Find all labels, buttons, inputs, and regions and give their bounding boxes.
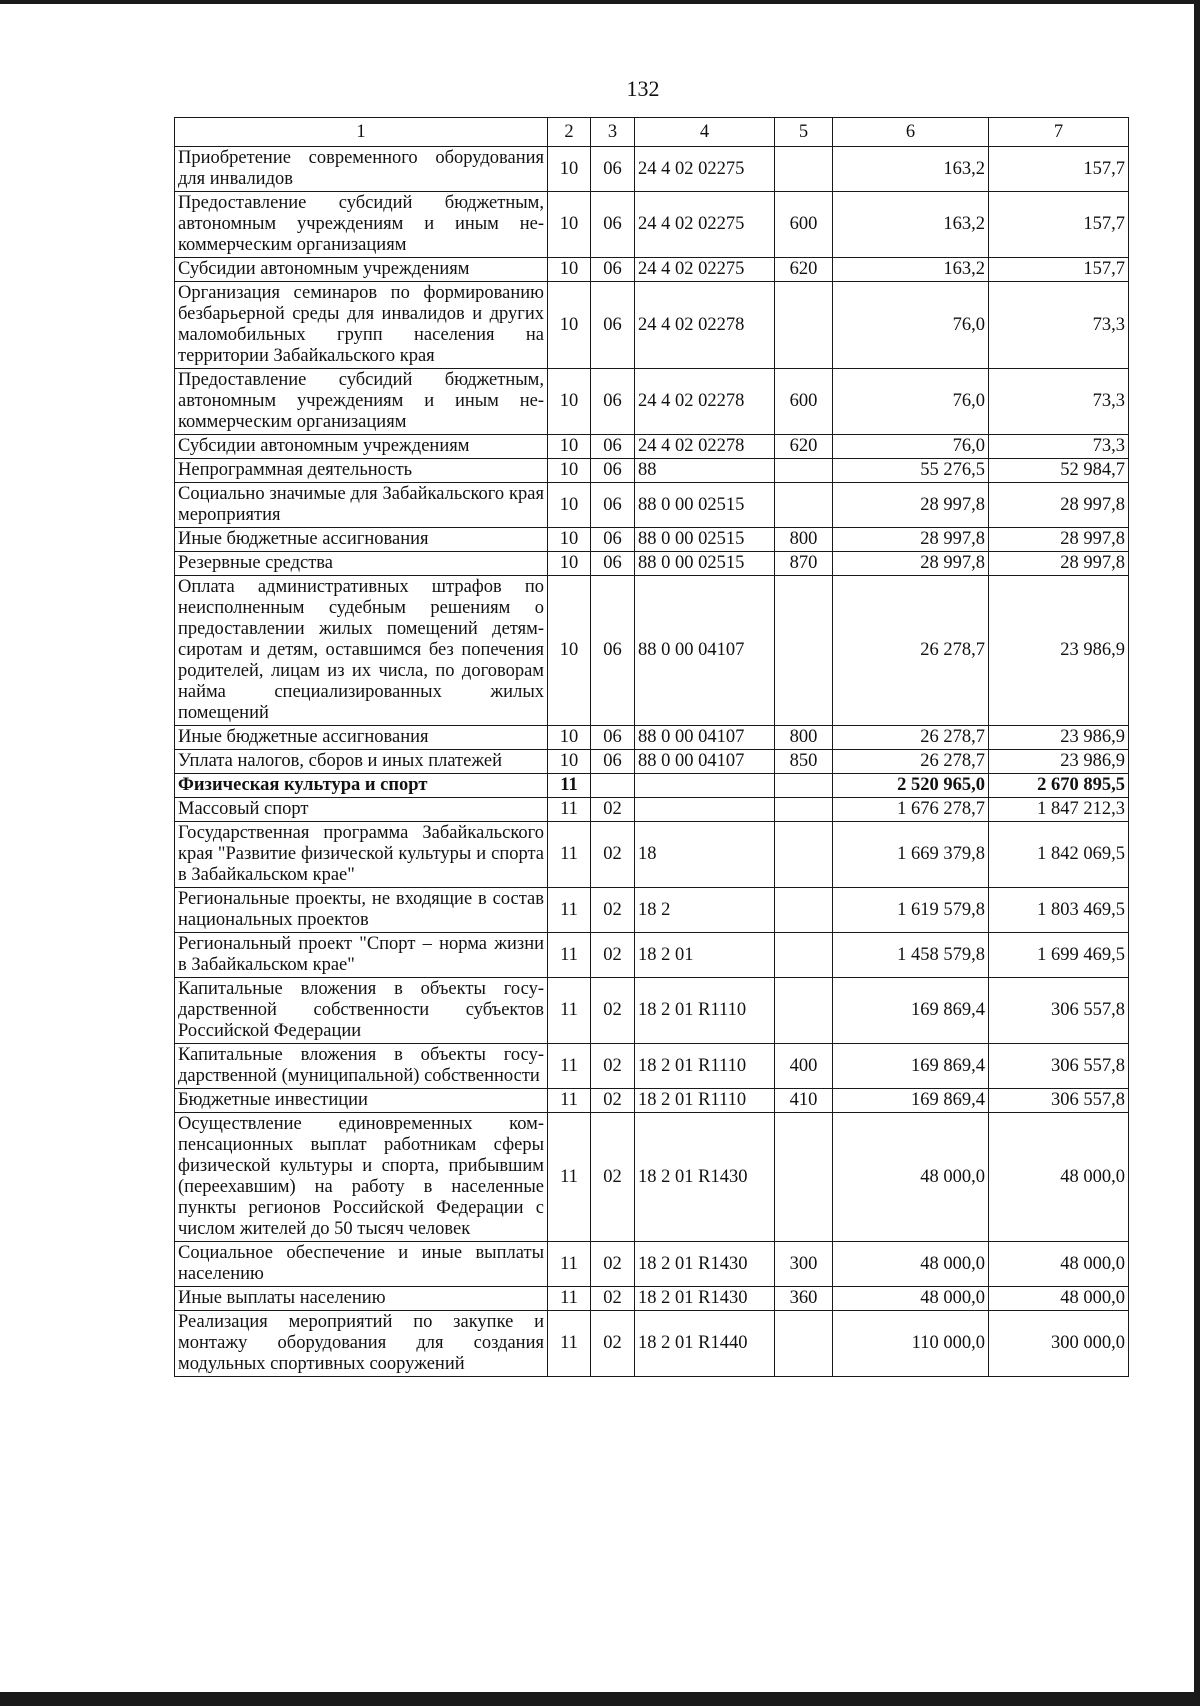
row-subsection: 06 [591,528,635,552]
row-name: Предоставление субсидий бюджетным, автономным учреждениям и иным некоммерческим организациям [175,369,548,435]
row-name: Оплата административных штрафов по неисполненным судебным решениям о предоставлении жилых помещений детям-сиротам и детям, оставшимся без попечения родителей, лицам из их числа, по договорам найма специализированных жилых помещений [175,576,548,726]
row-amount-col6: 48 000,0 [833,1242,989,1287]
row-section: 11 [548,1311,591,1377]
row-amount-col6: 110 000,0 [833,1311,989,1377]
row-amount-col6: 169 869,4 [833,1089,989,1113]
row-subsection: 06 [591,435,635,459]
row-amount-col7: 306 557,8 [989,1044,1129,1089]
row-target-article: 88 0 00 02515 [635,552,775,576]
row-amount-col7: 1 803 469,5 [989,888,1129,933]
header-col-6: 6 [833,118,989,147]
row-amount-col7: 1 847 212,3 [989,798,1129,822]
row-target-article: 88 0 00 02515 [635,528,775,552]
row-target-article: 24 4 02 02278 [635,369,775,435]
row-section: 10 [548,147,591,192]
row-subsection: 06 [591,147,635,192]
row-subsection: 06 [591,459,635,483]
row-amount-col7: 73,3 [989,435,1129,459]
row-expense-type: 360 [775,1287,833,1311]
row-amount-col7: 52 984,7 [989,459,1129,483]
row-name: Резервные средства [175,552,548,576]
row-section: 10 [548,282,591,369]
row-amount-col6: 163,2 [833,147,989,192]
row-amount-col6: 76,0 [833,435,989,459]
row-section: 11 [548,1089,591,1113]
row-expense-type: 600 [775,192,833,258]
row-expense-type [775,1311,833,1377]
row-expense-type: 800 [775,726,833,750]
row-expense-type [775,282,833,369]
row-subsection: 02 [591,1044,635,1089]
row-subsection: 06 [591,576,635,726]
row-amount-col7: 23 986,9 [989,750,1129,774]
header-col-2: 2 [548,118,591,147]
row-amount-col7: 48 000,0 [989,1287,1129,1311]
table-row [175,435,1129,459]
table-row [175,888,1129,933]
row-expense-type [775,576,833,726]
table-row [175,822,1129,888]
row-expense-type [775,1113,833,1242]
table-row [175,933,1129,978]
row-name: Иные бюджетные ассигнования [175,726,548,750]
row-amount-col7: 23 986,9 [989,726,1129,750]
row-name: Непрограммная деятельность [175,459,548,483]
row-target-article: 24 4 02 02278 [635,282,775,369]
row-amount-col6: 1 676 278,7 [833,798,989,822]
table-row [175,774,1129,798]
row-target-article [635,774,775,798]
row-subsection: 06 [591,552,635,576]
row-amount-col7: 28 997,8 [989,528,1129,552]
table-row [175,528,1129,552]
table-row [175,459,1129,483]
row-name: Государственная программа Забайкальского края "Развитие физической культуры и спорта в Забайкальском крае" [175,822,548,888]
row-amount-col6: 1 458 579,8 [833,933,989,978]
row-name: Капитальные вложения в объекты государственной (муниципальной) собственности [175,1044,548,1089]
row-expense-type [775,822,833,888]
row-amount-col7: 300 000,0 [989,1311,1129,1377]
row-amount-col6: 169 869,4 [833,1044,989,1089]
row-subsection: 02 [591,888,635,933]
row-section: 10 [548,192,591,258]
row-section: 11 [548,888,591,933]
table-body [175,147,1129,1377]
table-row [175,576,1129,726]
row-section: 11 [548,822,591,888]
row-subsection: 06 [591,192,635,258]
row-section: 11 [548,798,591,822]
row-amount-col6: 55 276,5 [833,459,989,483]
page-number: 132 [626,76,660,101]
row-amount-col6: 28 997,8 [833,528,989,552]
scan-edge-right [1194,0,1200,1706]
row-subsection: 06 [591,258,635,282]
row-amount-col7: 73,3 [989,369,1129,435]
row-amount-col6: 26 278,7 [833,576,989,726]
row-name: Физическая культура и спорт [175,774,548,798]
header-col-3: 3 [591,118,635,147]
row-subsection: 02 [591,933,635,978]
table-row [175,1311,1129,1377]
row-amount-col7: 306 557,8 [989,978,1129,1044]
row-amount-col7: 28 997,8 [989,483,1129,528]
table-row [175,483,1129,528]
row-name: Организация семинаров по формированию безбарьерной среды для инвалидов и других маломобильных групп населения на территории Забайкальского края [175,282,548,369]
row-amount-col6: 28 997,8 [833,552,989,576]
row-target-article: 24 4 02 02275 [635,147,775,192]
row-expense-type [775,483,833,528]
row-section: 11 [548,978,591,1044]
row-expense-type [775,933,833,978]
row-section: 11 [548,1287,591,1311]
header-col-5: 5 [775,118,833,147]
table-row [175,1242,1129,1287]
row-amount-col7: 157,7 [989,147,1129,192]
row-amount-col7: 48 000,0 [989,1113,1129,1242]
row-expense-type: 620 [775,435,833,459]
row-name: Осуществление единовременных компенсационных выплат работникам сферы физической культуры и спорта, прибывшим (переехавшим) на работу в населенные пункты регионов Российской Федерации с числом жителей до 50 тысяч человек [175,1113,548,1242]
row-name: Бюджетные инвестиции [175,1089,548,1113]
row-target-article: 18 2 01 R1110 [635,978,775,1044]
row-amount-col7: 23 986,9 [989,576,1129,726]
row-amount-col7: 73,3 [989,282,1129,369]
row-target-article: 18 [635,822,775,888]
row-section: 10 [548,369,591,435]
row-name: Социально значимые для Забайкальского края мероприятия [175,483,548,528]
row-subsection: 02 [591,978,635,1044]
row-expense-type: 410 [775,1089,833,1113]
table-row [175,552,1129,576]
row-section: 10 [548,726,591,750]
table-row [175,147,1129,192]
row-amount-col6: 163,2 [833,258,989,282]
row-amount-col6: 28 997,8 [833,483,989,528]
row-subsection: 06 [591,369,635,435]
row-section: 10 [548,459,591,483]
row-name: Региональные проекты, не входящие в состав национальных проектов [175,888,548,933]
row-section: 11 [548,933,591,978]
row-subsection [591,774,635,798]
table-row [175,978,1129,1044]
row-amount-col7: 1 699 469,5 [989,933,1129,978]
row-target-article: 18 2 01 R1430 [635,1287,775,1311]
row-subsection: 02 [591,1089,635,1113]
table-row [175,369,1129,435]
row-target-article: 18 2 01 R1110 [635,1044,775,1089]
row-subsection: 02 [591,822,635,888]
row-amount-col7: 28 997,8 [989,552,1129,576]
row-target-article: 18 2 01 R1430 [635,1113,775,1242]
row-subsection: 06 [591,483,635,528]
row-name: Региональный проект "Спорт – норма жизни в Забайкальском крае" [175,933,548,978]
row-expense-type [775,888,833,933]
row-target-article: 18 2 01 R1110 [635,1089,775,1113]
header-row [175,118,1129,147]
row-amount-col6: 26 278,7 [833,726,989,750]
row-expense-type: 800 [775,528,833,552]
row-amount-col6: 76,0 [833,369,989,435]
row-name: Реализация мероприятий по закупке и монтажу оборудования для создания модульных спортивных сооружений [175,1311,548,1377]
row-amount-col6: 1 669 379,8 [833,822,989,888]
row-section: 10 [548,258,591,282]
row-subsection: 06 [591,726,635,750]
table-row [175,1113,1129,1242]
row-name: Иные бюджетные ассигнования [175,528,548,552]
row-name: Уплата налогов, сборов и иных платежей [175,750,548,774]
header-col-7: 7 [989,118,1129,147]
row-expense-type: 600 [775,369,833,435]
row-amount-col6: 48 000,0 [833,1287,989,1311]
budget-table [174,117,1129,1377]
table-row [175,1089,1129,1113]
header-col-1: 1 [175,118,548,147]
row-expense-type: 850 [775,750,833,774]
row-amount-col6: 76,0 [833,282,989,369]
row-name: Иные выплаты населению [175,1287,548,1311]
row-expense-type [775,978,833,1044]
row-section: 10 [548,552,591,576]
row-amount-col7: 48 000,0 [989,1242,1129,1287]
row-name: Субсидии автономным учреждениям [175,258,548,282]
row-subsection: 06 [591,282,635,369]
row-name: Массовый спорт [175,798,548,822]
row-subsection: 06 [591,750,635,774]
row-amount-col6: 163,2 [833,192,989,258]
table-row [175,1044,1129,1089]
row-amount-col6: 2 520 965,0 [833,774,989,798]
row-target-article: 24 4 02 02278 [635,435,775,459]
row-amount-col7: 1 842 069,5 [989,822,1129,888]
row-name: Предоставление субсидий бюджетным, автономным учреждениям и иным некоммерческим организациям [175,192,548,258]
row-target-article: 18 2 01 R1430 [635,1242,775,1287]
row-name: Приобретение современного оборудования для инвалидов [175,147,548,192]
table-row [175,726,1129,750]
row-target-article: 88 0 00 04107 [635,576,775,726]
row-target-article: 88 [635,459,775,483]
scan-edge-top [0,0,1200,4]
row-name: Социальное обеспечение и иные выплаты населению [175,1242,548,1287]
row-section: 10 [548,483,591,528]
table-row [175,258,1129,282]
row-subsection: 02 [591,1242,635,1287]
row-amount-col7: 157,7 [989,192,1129,258]
table-row [175,798,1129,822]
row-target-article: 88 0 00 02515 [635,483,775,528]
row-amount-col6: 26 278,7 [833,750,989,774]
row-subsection: 02 [591,1113,635,1242]
row-amount-col6: 48 000,0 [833,1113,989,1242]
row-amount-col6: 1 619 579,8 [833,888,989,933]
table-row [175,282,1129,369]
row-expense-type: 400 [775,1044,833,1089]
row-expense-type [775,147,833,192]
table-row [175,750,1129,774]
row-section: 10 [548,750,591,774]
row-section: 11 [548,1113,591,1242]
row-name: Субсидии автономным учреждениям [175,435,548,459]
row-target-article: 88 0 00 04107 [635,750,775,774]
row-target-article: 88 0 00 04107 [635,726,775,750]
row-subsection: 02 [591,1287,635,1311]
row-expense-type: 300 [775,1242,833,1287]
row-expense-type [775,459,833,483]
row-section: 10 [548,528,591,552]
table-row [175,192,1129,258]
row-section: 11 [548,774,591,798]
row-section: 10 [548,435,591,459]
row-target-article: 18 2 01 R1440 [635,1311,775,1377]
row-section: 11 [548,1242,591,1287]
row-expense-type [775,774,833,798]
row-subsection: 02 [591,798,635,822]
row-target-article: 24 4 02 02275 [635,192,775,258]
header-col-4: 4 [635,118,775,147]
row-name: Капитальные вложения в объекты государственной собственности субъектов Российской Федерации [175,978,548,1044]
row-expense-type: 870 [775,552,833,576]
row-amount-col7: 2 670 895,5 [989,774,1129,798]
table-row [175,1287,1129,1311]
row-target-article: 24 4 02 02275 [635,258,775,282]
row-section: 11 [548,1044,591,1089]
scan-edge-bottom [0,1692,1200,1706]
row-amount-col7: 306 557,8 [989,1089,1129,1113]
row-expense-type [775,798,833,822]
row-target-article: 18 2 01 [635,933,775,978]
row-amount-col7: 157,7 [989,258,1129,282]
row-amount-col6: 169 869,4 [833,978,989,1044]
row-target-article [635,798,775,822]
row-subsection: 02 [591,1311,635,1377]
row-target-article: 18 2 [635,888,775,933]
row-expense-type: 620 [775,258,833,282]
row-section: 10 [548,576,591,726]
